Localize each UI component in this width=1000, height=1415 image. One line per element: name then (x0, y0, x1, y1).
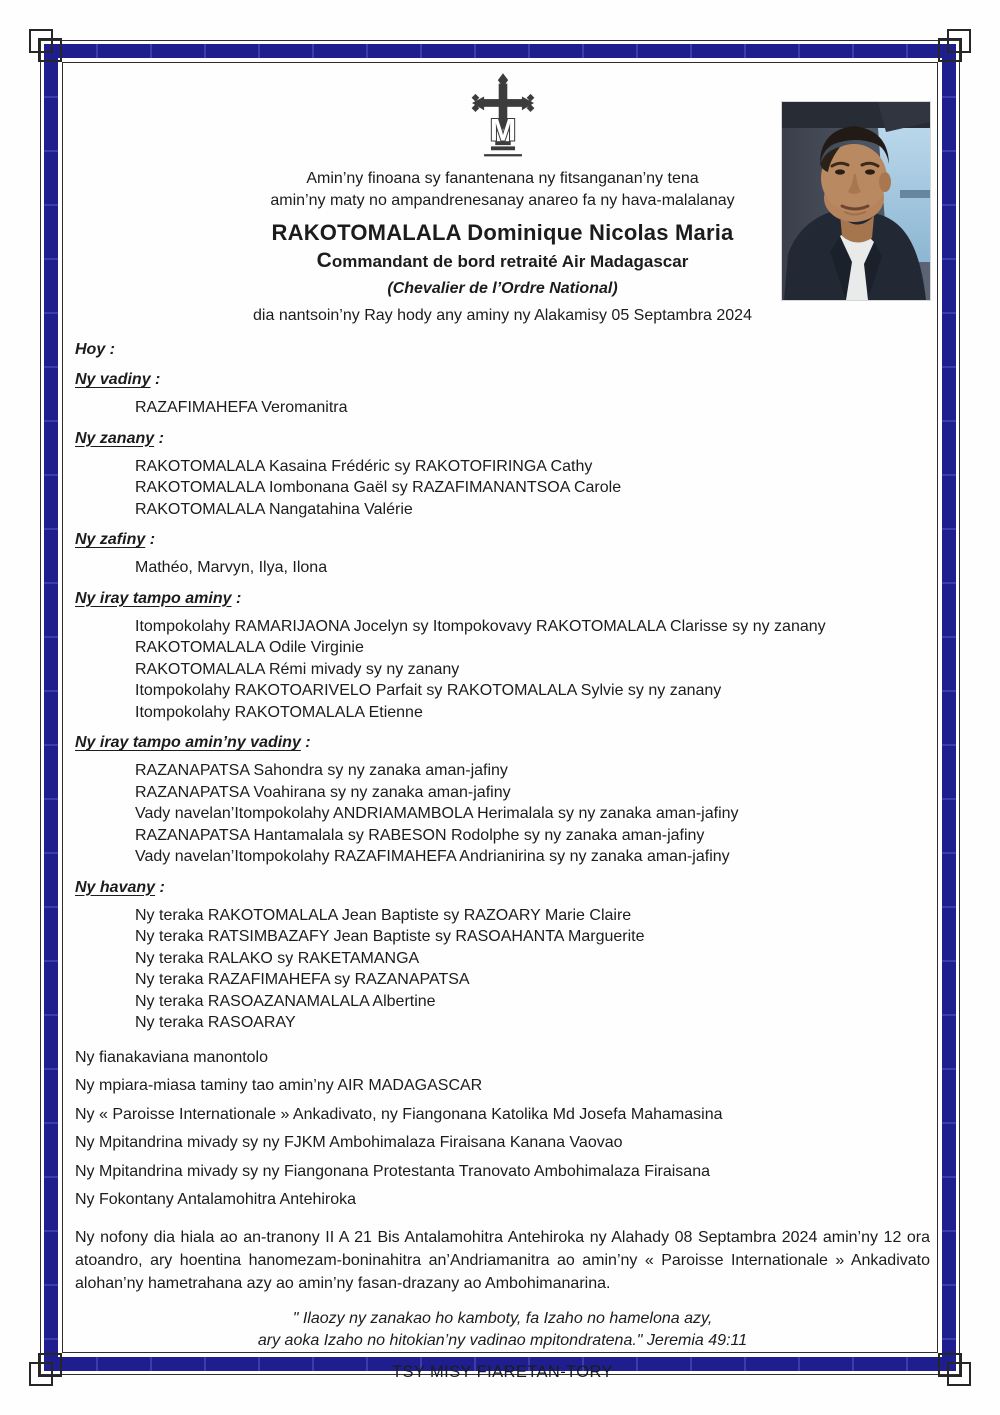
family-member-line: RAKOTOMALALA Kasaina Frédéric sy RAKOTOFIRINGA Cathy (135, 457, 593, 475)
section-items (135, 456, 930, 521)
family-member-line: Ny teraka RAZAFIMAHEFA sy RAZANAPATSA (135, 971, 470, 988)
deceased-title: Commandant de bord retraité Air Madagascar (316, 249, 689, 272)
frame-band-top (44, 44, 956, 58)
section-heading (75, 588, 930, 609)
funeral-details-paragraph: Ny nofony dia hiala ao an-tranony II A 21 Bis Antalamohitra Antehiroka ny Alahady 08 Septambra 2024 amin’ny 12 ora atoandro, ary hoentina hanomezam-boninahitra an’Andriamanitra ao amin’ny « Paroisse Internationale » Ankadivato alohan’ny hametrahana azy ao amin’ny fasan-drazany ao Ambohimanarina. (75, 1228, 930, 1292)
hoy-label: Hoy : (75, 341, 115, 358)
family-member-line: Itompokolahy RAKOTOARIVELO Parfait sy RAKOTOMALALA Sylvie sy ny zanany (135, 682, 722, 699)
bible-quote-line-1: " Ilaozy ny zanakao ho kamboty, fa Izaho no hamelona azy, (292, 1309, 713, 1327)
family-member-line: RAZANAPATSA Hantamalala sy RABESON Rodolphe sy ny zanaka aman-jafiny (135, 826, 705, 844)
section-heading-label: Ny iray tampo aminy (75, 589, 232, 607)
death-announcement-line: dia nantsoin’ny Ray hody any aminy ny Alakamisy 05 Septambra 2024 (253, 307, 752, 324)
intro-line-1: Amin’ny finoana sy fanantenana ny fitsanganan’ny tena (306, 170, 699, 187)
section-items (135, 760, 930, 868)
section-heading-label: Ny vadiny (75, 371, 151, 388)
section-heading-colon: : (231, 589, 242, 607)
section-heading-colon: : (145, 531, 156, 548)
closing-statement: TSY MISY FIARETAN-TORY (392, 1362, 613, 1381)
document-content (75, 66, 930, 1383)
svg-text:M: M (489, 111, 516, 148)
family-member-line: Vady navelan’Itompokolahy ANDRIAMAMBOLA Herimalala sy ny zanaka aman-jafiny (135, 805, 739, 822)
deceased-portrait-photo (782, 102, 930, 300)
section-ny-iray-tampo-aminny-vadiny (75, 732, 930, 868)
section-heading (75, 529, 930, 550)
family-member-line: Ny teraka RALAKO sy RAKETAMANGA (135, 949, 420, 967)
section-heading-label: Ny havany (75, 878, 156, 896)
family-member-line: Ny teraka RATSIMBAZAFY Jean Baptiste sy RASOAHANTA Marguerite (135, 928, 645, 945)
deceased-name: RAKOTOMALALA Dominique Nicolas Maria (271, 220, 734, 245)
family-member-line: Ny teraka RAKOTOMALALA Jean Baptiste sy RAZOARY Marie Claire (135, 906, 632, 924)
section-heading-colon: : (155, 878, 165, 896)
section-ny-vadiny (75, 369, 930, 419)
section-items (135, 905, 930, 1034)
section-items (135, 397, 930, 419)
section-heading (75, 369, 930, 390)
acknowledgement-line: Ny mpiara-miasa taminy tao amin’ny AIR MADAGASCAR (75, 1077, 483, 1094)
acknowledgement-line: Ny Mpitandrina mivady sy ny FJKM Ambohimalaza Firaisana Kanana Vaovao (75, 1134, 623, 1151)
family-member-line: RAZANAPATSA Sahondra sy ny zanaka aman-jafiny (135, 762, 508, 779)
family-member-line: RAZAFIMAHEFA Veromanitra (135, 399, 348, 416)
acknowledgement-lines (75, 1047, 930, 1211)
acknowledgement-line: Ny Mpitandrina mivady sy ny Fiangonana Protestanta Tranovato Ambohimalaza Firaisana (75, 1162, 710, 1180)
section-ny-zafiny (75, 529, 930, 579)
bible-quote-line-2: ary aoka Izaho no hitokian’ny vadinao mpitondratena." Jeremia 49:11 (257, 1331, 748, 1349)
section-heading-colon: : (300, 734, 311, 751)
frame-band-right (942, 44, 956, 1371)
section-heading (75, 428, 930, 449)
family-member-line: RAZANAPATSA Voahirana sy ny zanaka aman-jafiny (135, 783, 511, 801)
section-items (135, 616, 930, 724)
section-ny-havany (75, 877, 930, 1034)
section-heading-colon: : (154, 429, 164, 447)
section-ny-zanany (75, 428, 930, 521)
family-member-line: Itompokolahy RAMARIJAONA Jocelyn sy Itompokovavy RAKOTOMALALA Clarisse sy ny zanany (135, 617, 826, 635)
portrait-illustration (782, 102, 930, 300)
acknowledgement-line: Ny Fokontany Antalamohitra Antehiroka (75, 1191, 357, 1208)
family-member-line: Mathéo, Marvyn, Ilya, Ilona (135, 559, 328, 576)
section-heading (75, 877, 930, 898)
family-member-line: Ny teraka RASOAZANAMALALA Albertine (135, 992, 436, 1010)
family-member-line: RAKOTOMALALA Iombonana Gaël sy RAZAFIMANANTSOA Carole (135, 479, 622, 496)
section-heading-label: Ny iray tampo amin’ny vadiny (75, 734, 301, 751)
frame-band-left (44, 44, 58, 1371)
family-member-line: RAKOTOMALALA Nangatahina Valérie (135, 500, 413, 518)
acknowledgement-line: Ny fianakaviana manontolo (75, 1048, 269, 1066)
section-heading-label: Ny zafiny (75, 531, 146, 548)
family-member-line: Vady navelan’Itompokolahy RAZAFIMAHEFA Andrianirina sy ny zanaka aman-jafiny (135, 848, 730, 865)
acknowledgement-line: Ny « Paroisse Internationale » Ankadivato, ny Fiangonana Katolika Md Josefa Mahamasina (75, 1105, 723, 1123)
section-heading-colon: : (150, 371, 161, 388)
family-member-line: RAKOTOMALALA Rémi mivady sy ny zanany (135, 660, 460, 678)
family-member-line: Itompokolahy RAKOTOMALALA Etienne (135, 703, 423, 721)
honor-line: (Chevalier de l’Ordre National) (387, 280, 618, 297)
section-heading (75, 732, 930, 753)
family-member-line: RAKOTOMALALA Odile Virginie (135, 639, 364, 656)
intro-line-2: amin’ny maty no ampandrenesanay anareo fa ny hava-malalanay (270, 191, 735, 209)
bible-quote (75, 1308, 930, 1352)
section-items (135, 557, 930, 579)
section-ny-iray-tampo-aminy (75, 588, 930, 724)
section-heading-label: Ny zanany (75, 429, 155, 447)
family-member-line: Ny teraka RASOARAY (135, 1014, 296, 1031)
